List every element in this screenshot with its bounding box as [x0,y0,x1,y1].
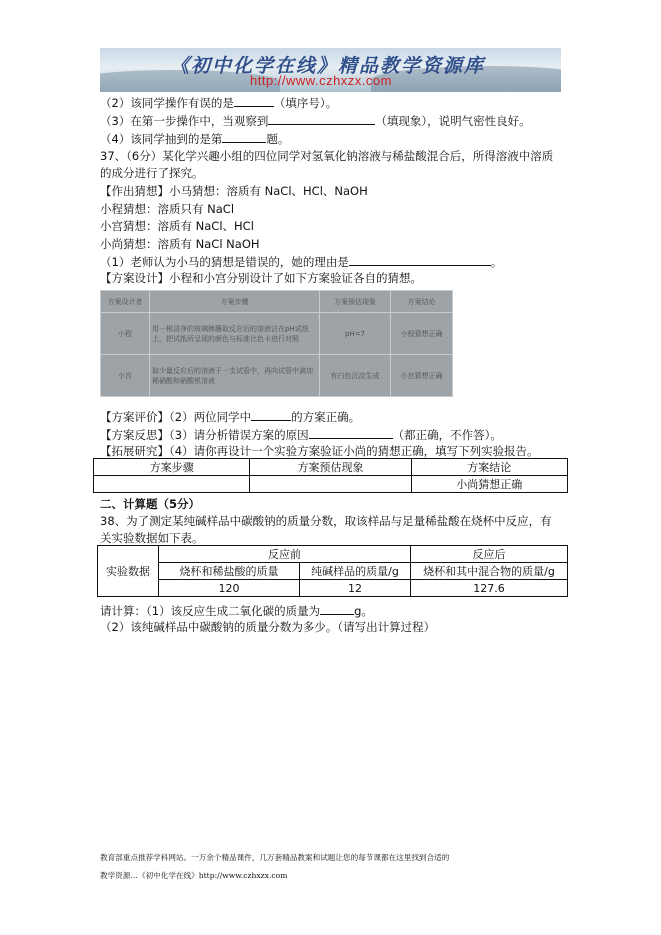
extension-line: 【拓展研究】（4）请你再设计一个实验方案验证小尚的猜想正确，填写下列实验报告。 [100,444,539,458]
calc-question-1-tail: g。 [354,604,373,618]
table-cell: 小程猜想正确 [391,313,453,355]
evaluation-line [100,409,360,424]
table-cell: pH=7 [320,313,391,355]
answer-blank [309,427,393,439]
guess-gong: 小宫猜想：溶质有 NaCl、HCl [100,219,254,233]
guess-heading: 【作出猜想】小马猜想：溶质有 NaCl、HCl、NaOH [100,184,368,198]
question-37-1-text: （1）老师认为小马的猜想是错误的，她的理由是 [100,255,349,269]
table-cell: 120 [159,580,300,597]
after-header-cell: 反应后 [411,546,568,563]
question-37-line: 37、（6分）某化学兴趣小组的四位同学对氢氧化钠溶液与稀盐酸混合后，所得溶液中溶质 [100,149,554,163]
banner-title: 《初中化学在线》精品教学资源库 [170,55,486,77]
table-header-cell: 方案步骤 [94,459,250,476]
guess-cheng: 小程猜想：溶质只有 NaCl [100,202,235,216]
table-header-cell: 烧杯和其中混合物的质量/g [411,563,568,580]
table-header-row [101,291,453,313]
before-header-cell: 反应前 [159,546,411,563]
table-cell [250,476,411,493]
question-37-1-tail: 。 [490,255,503,269]
question-3-text: （3）在第一步操作中，当观察到 [100,114,269,128]
table-row [101,355,453,397]
answer-blank [349,254,491,266]
table-header-cell: 方案步骤 [150,291,320,313]
question-4-line [100,131,289,146]
reflection-line [100,427,502,442]
calc-question-1-line [100,603,373,618]
question-38-line-2: 关实验数据如下表。 [100,531,204,545]
question-3-tail: （填现象），说明气密性良好。 [375,114,531,128]
evaluation-text: 【方案评价】（2）两位同学中 [100,410,252,424]
calc-question-1-text: 请计算：（1）该反应生成二氧化碳的质量为 [100,604,321,618]
section-2-heading: 二、计算题（5分） [100,497,201,511]
answer-blank [251,409,291,421]
question-37-1-line [100,254,502,269]
reflection-tail: （都正确，不作答）。 [392,428,502,442]
table-cell: 127.6 [411,580,568,597]
question-3-line [100,113,531,128]
table-subheader-row [98,563,568,580]
banner-url: http://www.czhxzx.com [250,73,392,88]
header-banner [100,48,561,92]
table-row [101,313,453,355]
footer-line-1: 教育部重点推荐学科网站。一万余个精品课件，几万套精品教案和试题让您的每节课都在这里找到合适的 [100,853,450,862]
table-cell: 用一根洁净的玻璃棒蘸取反应后的溶液沾在pH试纸上，把试纸所呈现的颜色与标准比色卡进行对照 [150,313,320,355]
scheme-table [100,290,453,397]
table-header-cell: 方案设计者 [101,291,150,313]
table-cell: 小尚猜想正确 [411,476,567,493]
answer-blank [234,95,274,107]
table-header-row [94,459,568,476]
answer-blank [268,113,375,125]
table-cell: 小程 [101,313,150,355]
question-38-line: 38、为了测定某纯碱样品中碳酸钠的质量分数，取该样品与足量稀盐酸在烧杯中反应，有 [100,514,552,528]
footer-line-2: 教学资源…《初中化学在线》http://www.czhxzx.com [100,871,288,880]
table-header-cell: 方案预估现象 [250,459,411,476]
table-header-cell: 纯碱样品的质量/g [300,563,411,580]
question-2-tail: （填序号）。 [273,96,338,110]
table-header-cell: 方案预估现象 [320,291,391,313]
table-header-cell: 方案结论 [411,459,567,476]
scheme-table-photo [100,290,453,397]
data-table [97,545,568,597]
table-cell: 有白色沉淀生成 [320,355,391,397]
answer-blank [222,131,266,143]
design-line: 【方案设计】小程和小宫分别设计了如下方案验证各自的猜想。 [100,271,422,285]
question-2-line [100,95,337,110]
table-cell: 小宫猜想正确 [391,355,453,397]
table-cell: 取少量反应后的溶液于一支试管中，再向试管中滴加稀硝酸和硝酸银溶液 [150,355,320,397]
answer-blank [320,603,354,615]
question-37-line-2: 的成分进行了探究。 [100,166,204,180]
question-4-tail: 题。 [266,132,290,146]
table-header-cell: 方案结论 [391,291,453,313]
question-2-text: （2）该同学操作有误的是 [100,96,234,110]
question-4-text: （4）该同学抽到的是第 [100,132,223,146]
row-label-cell: 实验数据 [98,546,159,597]
guess-shang: 小尚猜想：溶质有 NaCl NaOH [100,237,260,251]
evaluation-tail: 的方案正确。 [291,410,361,424]
table-row [94,476,568,493]
table-cell: 12 [300,580,411,597]
report-table [93,458,568,493]
table-cell: 小宫 [101,355,150,397]
table-header-cell: 烧杯和稀盐酸的质量 [159,563,300,580]
reflection-text: 【方案反思】（3）请分析错误方案的原因 [100,428,309,442]
table-cell [94,476,250,493]
calc-question-2-line: （2）该纯碱样品中碳酸钠的质量分数为多少。（请写出计算过程） [100,620,436,634]
table-row [98,580,568,597]
table-header-row [98,546,568,563]
